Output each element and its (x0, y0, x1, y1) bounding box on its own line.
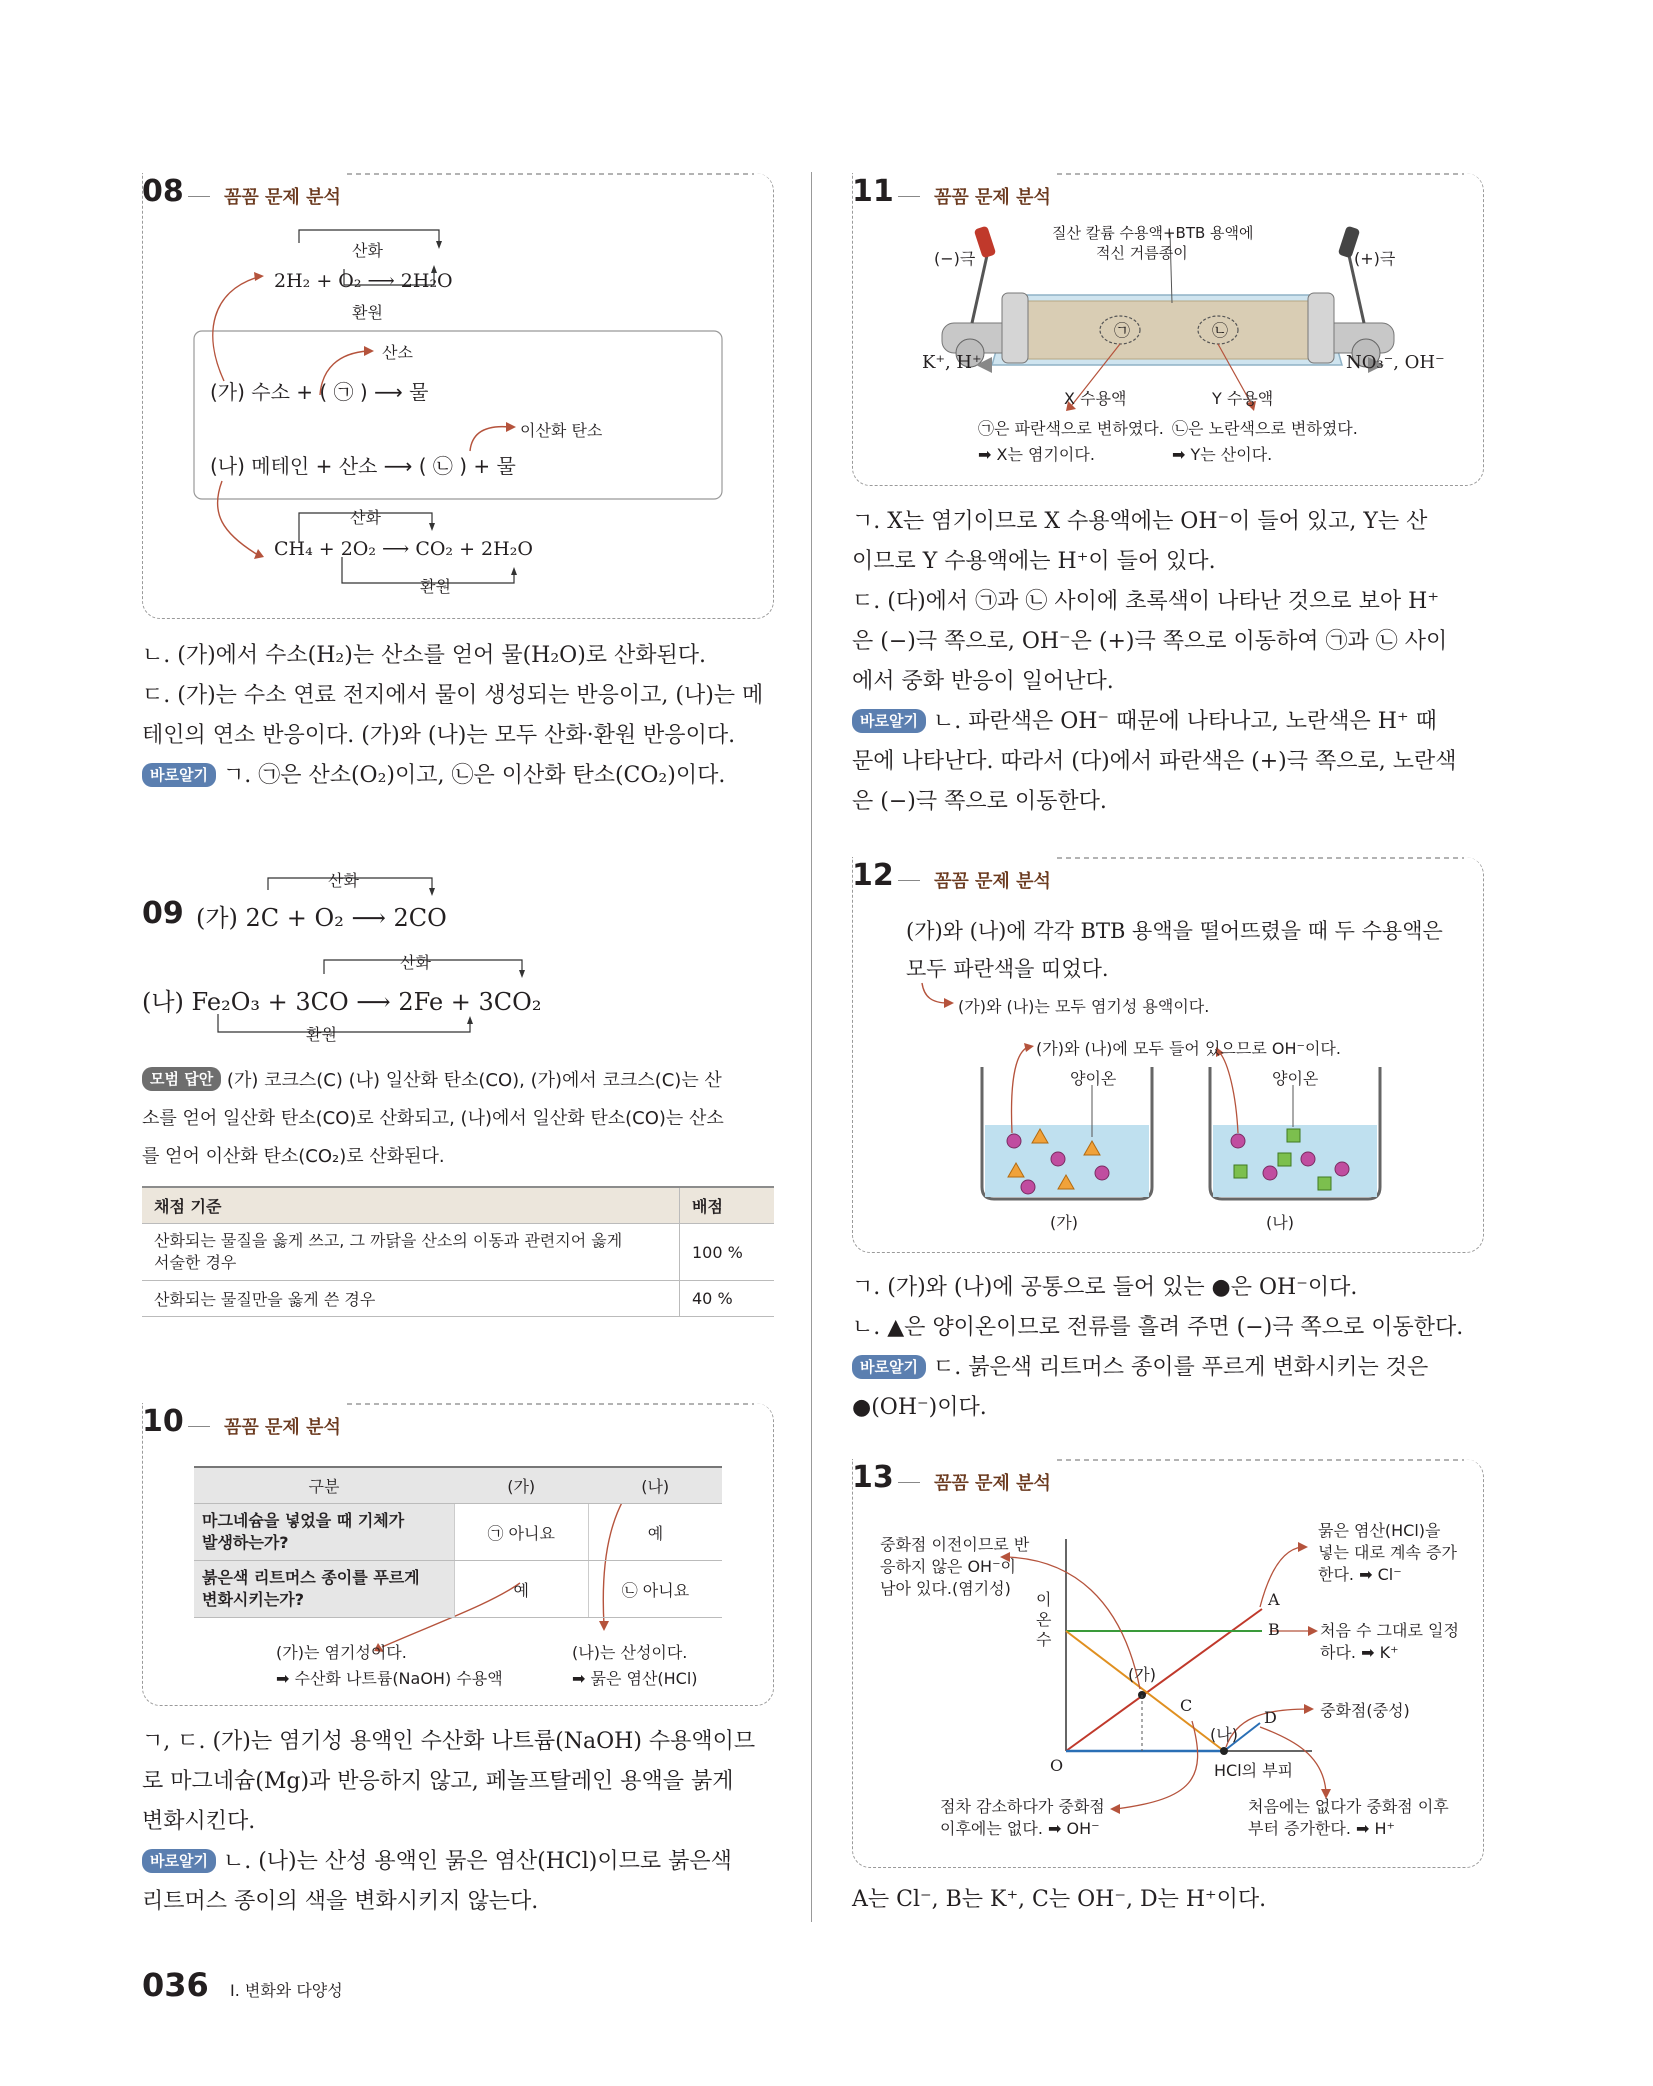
q11-fix-line-2: 문에 나타난다. 따라서 (다)에서 파란색은 (+)극 쪽으로, 노란색 (852, 749, 1457, 774)
q12-oh-ga-3 (1021, 1180, 1035, 1194)
q13-arrow-tr (1260, 1547, 1302, 1607)
q11-number: 11 (852, 174, 894, 209)
q09-number: 09 (142, 896, 184, 931)
q08-fix-text: ㄱ. ㉠은 산소(O₂)이고, ㉡은 이산화 탄소(CO₂)이다. (222, 763, 726, 788)
q08-line-2: ㄷ. (가)는 수소 연료 전지에서 물이 생성되는 반응이고, (나)는 메 (142, 683, 764, 708)
q09-oxid2-label: 산화 (400, 953, 431, 972)
q09-grading-score-2: 40 % (680, 1281, 775, 1317)
q10-row2-ga: 예 (454, 1561, 588, 1618)
q13-label-D: D (1264, 1708, 1277, 1727)
q08-line-ga: (가) 수소 + ( ㉠ ) ⟶ 물 (210, 380, 429, 404)
q11-right-ions: NO₃⁻, OH⁻ (1346, 352, 1445, 373)
q11-paper-label-1: 질산 칼륨 수용액+BTB 용액에 (1052, 224, 1254, 242)
q13-note-br-2: 부터 증가한다. ➡ H⁺ (1248, 1819, 1395, 1838)
q13-arrow-neutral-head (1304, 1704, 1314, 1714)
q09-oxid1-label: 산화 (328, 871, 359, 890)
q13-note-tr-3: 한다. ➡ Cl⁻ (1318, 1565, 1402, 1584)
q08-red-arrowhead-bot (511, 567, 517, 575)
q12-cation-na-4 (1318, 1177, 1331, 1190)
q12-cation-na-3 (1278, 1153, 1291, 1166)
q11-left-plug (974, 226, 997, 259)
q08-curve-up (213, 277, 258, 381)
q10-line-2: 로 마그네슘(Mg)과 반응하지 않고, 페놀프탈레인 용액을 붉게 (142, 1769, 734, 1794)
q11-paper-label-2: 적신 거름종이 (1096, 244, 1188, 262)
q10-head-gubun: 구분 (194, 1467, 454, 1504)
q09-red-head (467, 1016, 473, 1024)
q13-arrow-b-head (1308, 1626, 1318, 1636)
q12-oh-na-3 (1301, 1152, 1315, 1166)
q10-fix-badge: 바로알기 (142, 1849, 216, 1873)
q12-oh-arrow-na (1220, 1053, 1238, 1133)
q12-stem-2: 모두 파란색을 띠었다. (906, 957, 1109, 981)
q09-red-label: 환원 (306, 1025, 337, 1044)
q10-row1-q2: 발생하는가? (202, 1533, 289, 1552)
q11-diagram (852, 173, 1484, 488)
q10-row2-question (194, 1561, 454, 1618)
q11-filter-paper (1006, 301, 1328, 359)
q11-line-4: 은 (−)극 쪽으로, OH⁻은 (+)극 쪽으로 이동하여 ㉠과 ㉡ 사이 (852, 629, 1448, 654)
q09-brackets (142, 860, 782, 1050)
q11-spot-b-label: ㉡ (1212, 321, 1229, 340)
q09-oxid2-head (519, 970, 525, 978)
q13-label-B: B (1268, 1620, 1280, 1639)
q12-number: 12 (852, 858, 894, 893)
q13-note-br-1: 처음에는 없다가 중화점 이후 (1248, 1797, 1449, 1816)
q13-label-ga: (가) (1128, 1665, 1156, 1684)
q11-left-ions: K⁺, H⁺ (922, 352, 982, 373)
q09-grading-head (142, 1187, 774, 1224)
q13-note-neutral: 중화점(중성) (1320, 1701, 1410, 1720)
q10-line-3: 변화시킨다. (142, 1809, 256, 1834)
q09-model-line-1: (가) 코크스(C) (나) 일산화 탄소(CO), (가)에서 코크스(C)는 산 (226, 1070, 722, 1091)
q10-tag: 꼼꼼 문제 분석 (224, 1417, 341, 1438)
q13-note-tr (1318, 1520, 1457, 1586)
section-title: I. 변화와 다양성 (230, 1981, 343, 2000)
q10-row1-q1: 마그네슘을 넣었을 때 기체가 (202, 1511, 405, 1530)
q09-grading-head-criteria: 채점 기준 (142, 1187, 680, 1224)
q13-note-b (1320, 1620, 1459, 1664)
q09-grading-head-score: 배점 (680, 1187, 775, 1224)
q12-fix-text-1: ㄷ. 붉은색 리트머스 종이를 푸르게 변화시키는 것은 (932, 1355, 1429, 1380)
q10-note-ga-2: ➡ 수산화 나트륨(NaOH) 수용액 (276, 1669, 503, 1688)
q10-arrow-na-head (599, 1621, 609, 1631)
q11-y-sol: Y 수용액 (1212, 389, 1274, 408)
q11-line-2: 이므로 Y 수용액에는 H⁺이 들어 있다. (852, 549, 1216, 574)
q08-oxid-top-label: 산화 (352, 241, 383, 260)
table-row (194, 1561, 722, 1618)
column-divider (811, 172, 812, 1922)
q12-line-2: ㄴ. ▲은 양이온이므로 전류를 흘려 주면 (−)극 쪽으로 이동한다. (852, 1315, 1464, 1340)
q09-grading-criteria-1b: 서술한 경우 (154, 1253, 237, 1272)
q09-oxid1-head (429, 888, 435, 896)
table-row (142, 1224, 774, 1281)
q12-fix-line-2: ●(OH⁻)이다. (852, 1395, 987, 1420)
q10-table-head (194, 1467, 722, 1504)
q08-oxygen-label: 산소 (382, 343, 413, 362)
q09-model-answer (142, 1062, 724, 1176)
q09-model-line-2: 소를 얻어 일산화 탄소(CO)로 산화되고, (나)에서 일산화 탄소(CO)는 산소 (142, 1108, 724, 1129)
q13-label-C: C (1180, 1696, 1193, 1715)
q11-y-note-2: ➡ Y는 산이다. (1172, 445, 1273, 464)
q12-oh-na-1 (1231, 1134, 1245, 1148)
q11-x-sol: X 수용액 (1064, 389, 1127, 408)
q13-tag: 꼼꼼 문제 분석 (934, 1473, 1051, 1494)
q08-red-bot-label: 환원 (420, 577, 451, 596)
q11-tag: 꼼꼼 문제 분석 (934, 187, 1051, 208)
q12-stem-1: (가)와 (나)에 각각 BTB 용액을 떨어뜨렸을 때 두 수용액은 (906, 919, 1443, 943)
q11-line-5: 에서 중화 반응이 일어난다. (852, 669, 1114, 694)
q12-label-na: (나) (1266, 1213, 1294, 1232)
table-row (194, 1504, 722, 1561)
q12-fix-badge: 바로알기 (852, 1355, 926, 1379)
q12-cation-label-ga: 양이온 (1070, 1069, 1117, 1088)
q08-co2-label: 이산화 탄소 (520, 421, 603, 440)
q12-oh-arrow-ga (1012, 1047, 1028, 1133)
q12-note1-arrowhead (944, 998, 954, 1008)
q12-line-1: ㄱ. (가)와 (나)에 공통으로 들어 있는 ●은 OH⁻이다. (852, 1275, 1358, 1300)
q13-note-br (1248, 1796, 1449, 1840)
q11-line-1: ㄱ. X는 염기이므로 X 수용액에는 OH⁻이 들어 있고, Y는 산 (852, 509, 1428, 534)
q08-co2-arrow (470, 427, 510, 451)
q12-cation-na-2 (1234, 1165, 1247, 1178)
q08-oxid-bot-label: 산화 (350, 508, 381, 527)
q08-oxid-arrowhead-top (436, 241, 442, 249)
q13-label-na: (나) (1210, 1725, 1238, 1744)
q13-note-tr-1: 묽은 염산(HCl)을 (1318, 1521, 1441, 1540)
q13-arrow-bl-head (1110, 1804, 1120, 1814)
q11-neg-label: (−)극 (934, 249, 976, 268)
q10-head-ga: (가) (454, 1467, 588, 1504)
q08-curve-down (218, 481, 259, 555)
q13-origin: O (1050, 1756, 1064, 1775)
q13-note-tl-2: 응하지 않은 OH⁻이 (880, 1557, 1016, 1576)
q11-x-note-2: ➡ X는 염기이다. (978, 445, 1095, 464)
q12-oh-ga-2 (1051, 1152, 1065, 1166)
q13-note-tr-2: 넣는 대로 계속 증가 (1318, 1543, 1457, 1562)
q09-grading-score-1: 100 % (680, 1224, 775, 1281)
q08-eq1: 2H₂ + O₂ ⟶ 2H₂O (274, 270, 453, 292)
q13-xlabel: HCl의 부피 (1214, 1761, 1294, 1780)
q10-row2-q1: 붉은색 리트머스 종이를 푸르게 (202, 1568, 420, 1587)
q12-note-1: (가)와 (나)는 모두 염기성 용액이다. (958, 997, 1210, 1016)
q10-row2-q2: 변화시키는가? (202, 1590, 305, 1609)
q08-eq2: CH₄ + 2O₂ ⟶ CO₂ + 2H₂O (274, 538, 533, 560)
q08-red-top-label: 환원 (352, 303, 383, 322)
q13-point-na (1220, 1747, 1228, 1755)
q09-grading-criteria-1a: 산화되는 물질을 옳게 쓰고, 그 까닭을 산소의 이동과 관련지어 옳게 (154, 1231, 623, 1250)
q12-note-2: (가)와 (나)에 모두 들어 있으므로 OH⁻이다. (1036, 1039, 1341, 1058)
q09-model-badge: 모범 답안 (142, 1067, 221, 1091)
q13-note-bl-1: 점차 감소하다가 중화점 (940, 1797, 1105, 1816)
q13-arrow-bl (1116, 1721, 1198, 1809)
q09-model-line-3: 를 얻어 이산화 탄소(CO₂)로 산화된다. (142, 1146, 445, 1167)
q13-note-tl (880, 1534, 1029, 1600)
q11-line-3: ㄷ. (다)에서 ㉠과 ㉡ 사이에 초록색이 나타난 것으로 보아 H⁺ (852, 589, 1439, 614)
q08-tag: 꼼꼼 문제 분석 (224, 187, 341, 208)
q13-arrow-tr-head (1298, 1542, 1308, 1552)
q10-line-1: ㄱ, ㄷ. (가)는 염기성 용액인 수산화 나트륨(NaOH) 수용액이므 (142, 1729, 756, 1754)
q11-right-clip-jaw (1308, 293, 1334, 363)
q08-line-na: (나) 메테인 + 산소 ⟶ ( ㉡ ) + 물 (210, 454, 516, 478)
q08-co2-arrowhead (506, 422, 516, 432)
q09-grading-criteria-1 (142, 1224, 680, 1281)
q10-note-ga-1: (가)는 염기성이다. (276, 1643, 407, 1662)
q13-number: 13 (852, 1460, 894, 1495)
q11-fix-badge: 바로알기 (852, 709, 926, 733)
q11-left-clip-jaw (1002, 293, 1028, 363)
q13-note-bl-2: 이후에는 없다. ➡ OH⁻ (940, 1819, 1100, 1838)
q13-note-bl (940, 1796, 1105, 1840)
q11-x-note-1: ㉠은 파란색으로 변하였다. (978, 419, 1164, 438)
q13-note-b-2: 하다. ➡ K⁺ (1320, 1643, 1399, 1662)
q12-oh-na-2 (1263, 1166, 1277, 1180)
table-row (142, 1281, 774, 1317)
q08-fix-badge: 바로알기 (142, 763, 216, 787)
q10-table (194, 1466, 722, 1618)
q10-row1-na: 예 (588, 1504, 722, 1561)
q12-label-ga: (가) (1050, 1213, 1078, 1232)
q11-fix-text-1: ㄴ. 파란색은 OH⁻ 때문에 나타나고, 노란색은 H⁺ 때 (932, 709, 1437, 734)
q11-fix-line-1 (852, 702, 1437, 742)
q13-note-tl-1: 중화점 이전이므로 반 (880, 1535, 1030, 1554)
q13-answer: A는 Cl⁻, B는 K⁺, C는 OH⁻, D는 H⁺이다. (852, 1887, 1267, 1912)
q08-oxid-arrowhead-bot (429, 523, 435, 531)
q10-row1-question (194, 1504, 454, 1561)
q12-fix-line-1 (852, 1348, 1428, 1388)
q08-line-3: 테인의 연소 반응이다. (가)와 (나)는 모두 산화·환원 반응이다. (142, 723, 736, 748)
q09-grading-table (142, 1186, 774, 1317)
q09-grading-criteria-2: 산화되는 물질만을 옳게 쓴 경우 (142, 1281, 680, 1317)
q10-fix-line-1 (142, 1842, 732, 1882)
q10-note-na-1: (나)는 산성이다. (572, 1643, 688, 1662)
q12-cation-label-na: 양이온 (1272, 1069, 1319, 1088)
q09-eq-ga: (가) 2C + O₂ ⟶ 2CO (196, 904, 447, 932)
q08-number: 08 (142, 174, 184, 209)
q13-label-A: A (1268, 1590, 1280, 1609)
q12-tag: 꼼꼼 문제 분석 (934, 871, 1051, 892)
q10-note-na-2: ➡ 묽은 염산(HCl) (572, 1669, 698, 1688)
q10-number: 10 (142, 1404, 184, 1439)
page-number: 036 (142, 1966, 209, 2004)
q12-oh-arrowhead-ga (1024, 1043, 1034, 1052)
q12-oh-ga-4 (1095, 1166, 1109, 1180)
q09-eq-na: (나) Fe₂O₃ + 3CO ⟶ 2Fe + 3CO₂ (142, 988, 542, 1016)
q13-note-b-1: 처음 수 그대로 일정 (1320, 1621, 1459, 1640)
q11-y-note-1: ㉡은 노란색으로 변하였다. (1172, 419, 1358, 438)
q13-ylabel: 이온 수 (1036, 1590, 1052, 1649)
q08-line-1: ㄴ. (가)에서 수소(H₂)는 산소를 얻어 물(H₂O)로 산화된다. (142, 643, 707, 668)
q12-cation-na-1 (1287, 1129, 1300, 1142)
q11-pos-label: (+)극 (1354, 249, 1396, 268)
q13-note-tl-3: 남아 있다.(염기성) (880, 1579, 1011, 1598)
q08-fix-line (142, 756, 725, 796)
q08-oxygen-arrowhead (364, 346, 374, 356)
q10-row1-ga: ㉠ 아니요 (454, 1504, 588, 1561)
q12-oh-ga-1 (1007, 1134, 1021, 1148)
q08-curve-up-head (254, 272, 264, 281)
q12-oh-na-4 (1335, 1162, 1349, 1176)
q10-fix-text-1: ㄴ. (나)는 산성 용액인 묽은 염산(HCl)이므로 붉은색 (222, 1849, 732, 1874)
q11-spot-a-label: ㉠ (1114, 321, 1131, 340)
q10-fix-line-2: 리트머스 종이의 색을 변화시키지 않는다. (142, 1889, 539, 1914)
q11-fix-line-3: 은 (−)극 쪽으로 이동한다. (852, 789, 1107, 814)
q10-row2-na: ㉡ 아니요 (588, 1561, 722, 1618)
q10-head-na: (나) (588, 1467, 722, 1504)
